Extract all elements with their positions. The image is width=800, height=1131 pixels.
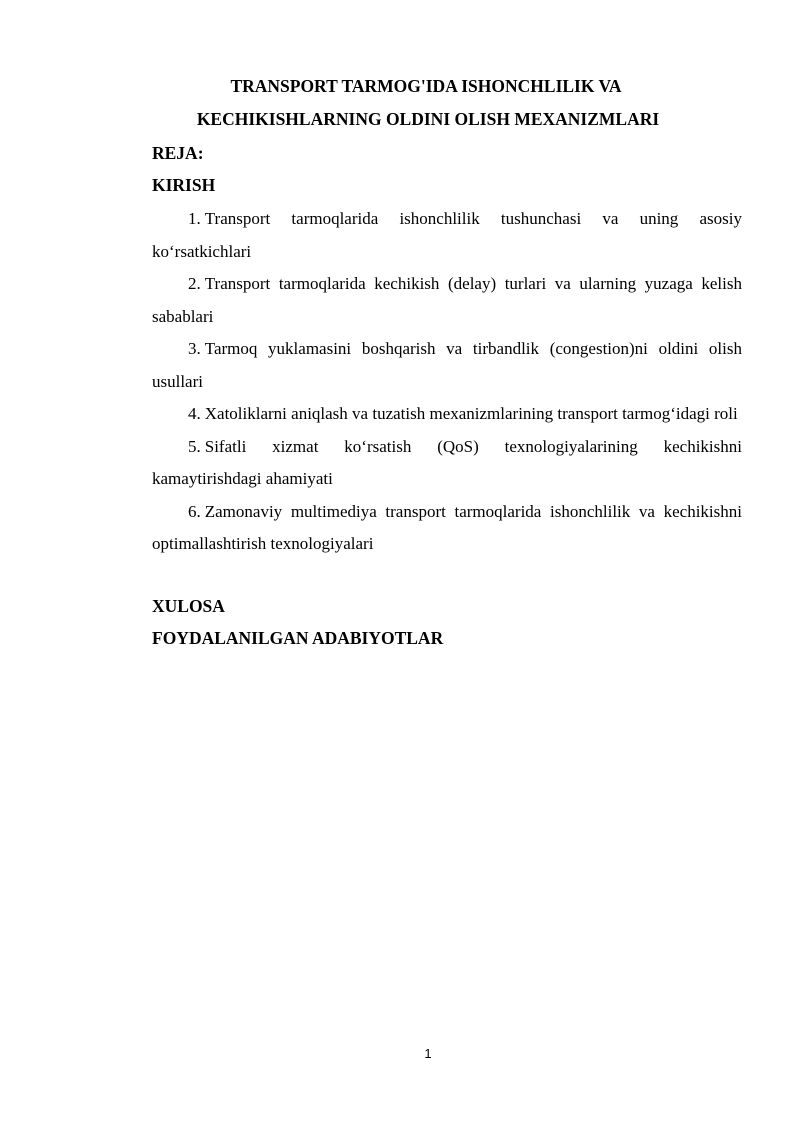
- references-heading: FOYDALANILGAN ADABIYOTLAR: [152, 628, 444, 648]
- plan-item-text: Transport tarmoqlarida kechikish (delay) turlari va ularning yuzaga kelish sabablari: [152, 274, 742, 326]
- plan-item-6: [152, 496, 742, 561]
- plan-item-number: 6.: [188, 501, 201, 521]
- title-line-2: KECHIKISHLARNING OLDINI OLISH MEXANIZMLARI: [196, 109, 660, 129]
- plan-item-text: Xatoliklarni aniqlash va tuzatish mexanizmlarining transport tarmog‘idagi roli: [204, 404, 738, 423]
- plan-item-text: Zamonaviy multimediya transport tarmoqlarida ishonchlilik va kechikishni optimallashtirish texnologiyalari: [152, 501, 742, 553]
- plan-item-number: 2.: [188, 274, 201, 293]
- plan-item-number: 5.: [188, 436, 201, 456]
- intro-heading: KIRISH: [152, 175, 216, 195]
- plan-item-number: 1.: [188, 209, 201, 228]
- plan-item-text: Tarmoq yuklamasini boshqarish va tirbandlik (congestion)ni oldini olish usullari: [152, 339, 742, 391]
- plan-item-2: [152, 268, 742, 333]
- plan-list: [152, 203, 742, 561]
- page-number: 1: [424, 1046, 432, 1061]
- plan-item-text: Sifatli xizmat ko‘rsatish (QoS) texnologiyalarining kechikishni kamaytirishdagi ahamiyati: [152, 436, 742, 488]
- conclusion-heading: XULOSA: [152, 596, 225, 616]
- plan-item-3: [152, 333, 742, 398]
- plan-item-1: [152, 203, 742, 268]
- plan-item-text: Transport tarmoqlarida ishonchlilik tushunchasi va uning asosiy ko‘rsatkichlari: [152, 209, 742, 261]
- plan-item-number: 3.: [188, 339, 201, 358]
- title-line-1: TRANSPORT TARMOG'IDA ISHONCHLILIK VA: [230, 76, 622, 96]
- plan-item-number: 4.: [188, 404, 201, 423]
- plan-item-4: [152, 398, 742, 431]
- plan-heading: REJA:: [152, 143, 204, 163]
- plan-item-5: [152, 431, 742, 496]
